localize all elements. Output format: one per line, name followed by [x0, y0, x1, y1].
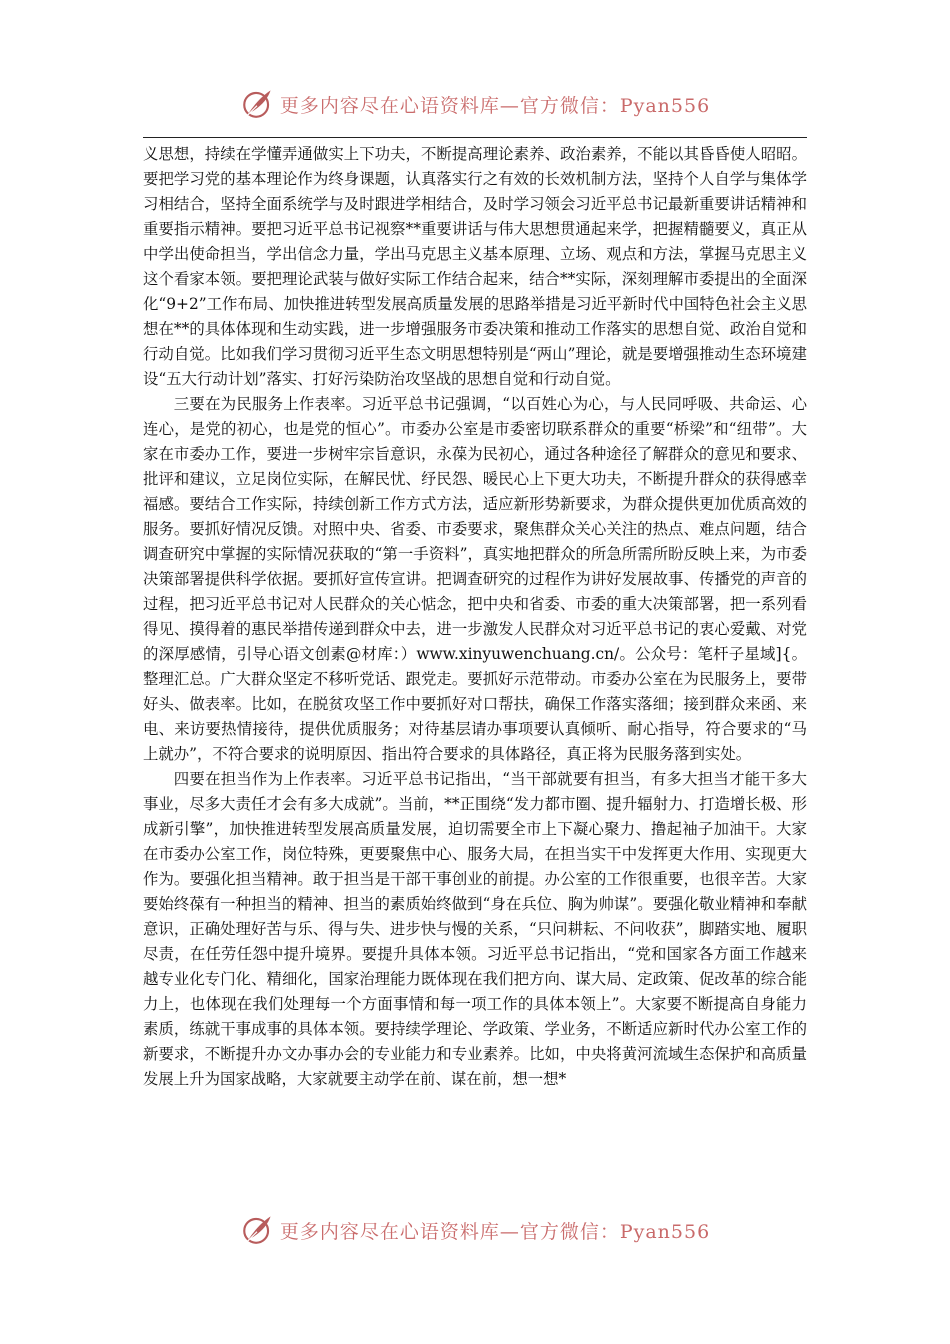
feather-pen-logo-icon — [240, 87, 274, 121]
footer-banner — [0, 1210, 950, 1250]
paragraph: 四要在担当作为上作表率。习近平总书记指出，“当干部就要有担当，有多大担当才能干多大事业，尽多大责任才会有多大成就”。当前，**正围绕“发力都市圈、提升辐射力、打造增长极、形成新引擎”，加快推进转型发展高质量发展，迫切需要全市上下凝心聚力、撸起袖子加油干。大家在市委办公室工作，岗位特殊，更要聚焦中心、服务大局，在担当实干中发挥更大作用、实现更大作为。要强化担当精神。敢于担当是干部干事创业的前提。办公室的工作很重要，也很辛苦。大家要始终葆有一种担当的精神、担当的素质始终做到“身在兵位、胸为帅谋”。要强化敬业精神和奉献意识，正确处理好苦与乐、得与失、进步快与慢的关系，“只问耕耘、不问收获”，脚踏实地、履职尽责，在任劳任怨中提升境界。要提升具体本领。习近平总书记指出，“党和国家各方面工作越来越专业化专门化、精细化，国家治理能力既体现在我们把方向、谋大局、定政策、促改革的综合能力上，也体现在我们处理每一个方面事情和每一项工作的具体本领上”。大家要不断提高自身能力素质，练就干事成事的具体本领。要持续学理论、学政策、学业务，不断适应新时代办公室工作的新要求，不断提升办文办事办会的专业能力和专业素养。比如，中央将黄河流域生态保护和高质量发展上升为国家战略，大家就要主动学在前、谋在前，想一想* — [143, 770, 807, 1088]
header-divider — [143, 137, 807, 138]
header-banner-text: 更多内容尽在心语资料库—官方微信：Pyan556 — [279, 94, 711, 117]
feather-pen-logo-icon — [240, 1213, 274, 1247]
header-banner — [0, 84, 950, 124]
footer-banner-text: 更多内容尽在心语资料库—官方微信：Pyan556 — [279, 1220, 711, 1243]
document-body — [143, 142, 807, 1197]
paragraph: 三要在为民服务上作表率。习近平总书记强调，“以百姓心为心，与人民同呼吸、共命运、心连心，是党的初心，也是党的恒心”。市委办公室是市委密切联系群众的重要“桥梁”和“纽带”。大家在市委办工作，要进一步树牢宗旨意识，永葆为民初心，通过各种途径了解群众的意见和要求、批评和建议，立足岗位实际，在解民忧、纾民怨、暖民心上下更大功夫，不断提升群众的获得感幸福感。要结合工作实际，持续创新工作方式方法，适应新形势新要求，为群众提供更加优质高效的服务。要抓好情况反馈。对照中央、省委、市委要求，聚焦群众关心关注的热点、难点问题，结合调查研究中掌握的实际情况获取的“第一手资料”，真实地把群众的所急所需所盼反映上来，为市委决策部署提供科学依据。要抓好宣传宣讲。把调查研究的过程作为讲好发展故事、传播党的声音的过程，把习近平总书记对人民群众的关心惦念，把中央和省委、市委的重大决策部署，把一系列看得见、摸得着的惠民举措传递到群众中去，进一步激发人民群众对习近平总书记的衷心爱戴、对党的深厚感情，引导心语文创素@材库：）www.xinyuwenchuang.cn/。公众号：笔杆子星域]{。整理汇总。广大群众坚定不移听党话、跟党走。要抓好示范带动。市委办公室在为民服务上，要带好头、做表率。比如，在脱贫攻坚工作中要抓好对口帮扶，确保工作落实落细；接到群众来函、来电、来访要热情接待，提供优质服务；对待基层请办事项要认真倾听、耐心指导，符合要求的“马上就办”，不符合要求的说明原因、指出符合要求的具体路径，真正将为民服务落到实处。 — [143, 395, 807, 763]
paragraph: 义思想，持续在学懂弄通做实上下功夫，不断提高理论素养、政治素养，不能以其昏昏使人昭昭。要把学习党的基本理论作为终身课题，认真落实行之有效的长效机制方法，坚持个人自学与集体学习相结合，坚持全面系统学与及时跟进学相结合，及时学习领会习近平总书记最新重要讲话精神和重要指示精神。要把习近平总书记视察**重要讲话与伟大思想贯通起来学，把握精髓要义，真正从中学出使命担当，学出信念力量，学出马克思主义基本原理、立场、观点和方法，掌握马克思主义这个看家本领。要把理论武装与做好实际工作结合起来，结合**实际，深刻理解市委提出的全面深化“9+2”工作布局、加快推进转型发展高质量发展的思路举措是习近平新时代中国特色社会主义思想在**的具体体现和生动实践，进一步增强服务市委决策和推动工作落实的思想自觉、政治自觉和行动自觉。比如我们学习贯彻习近平生态文明思想特别是“两山”理论，就是要增强推动生态环境建设“五大行动计划”落实、打好污染防治攻坚战的思想自觉和行动自觉。 — [143, 145, 807, 388]
